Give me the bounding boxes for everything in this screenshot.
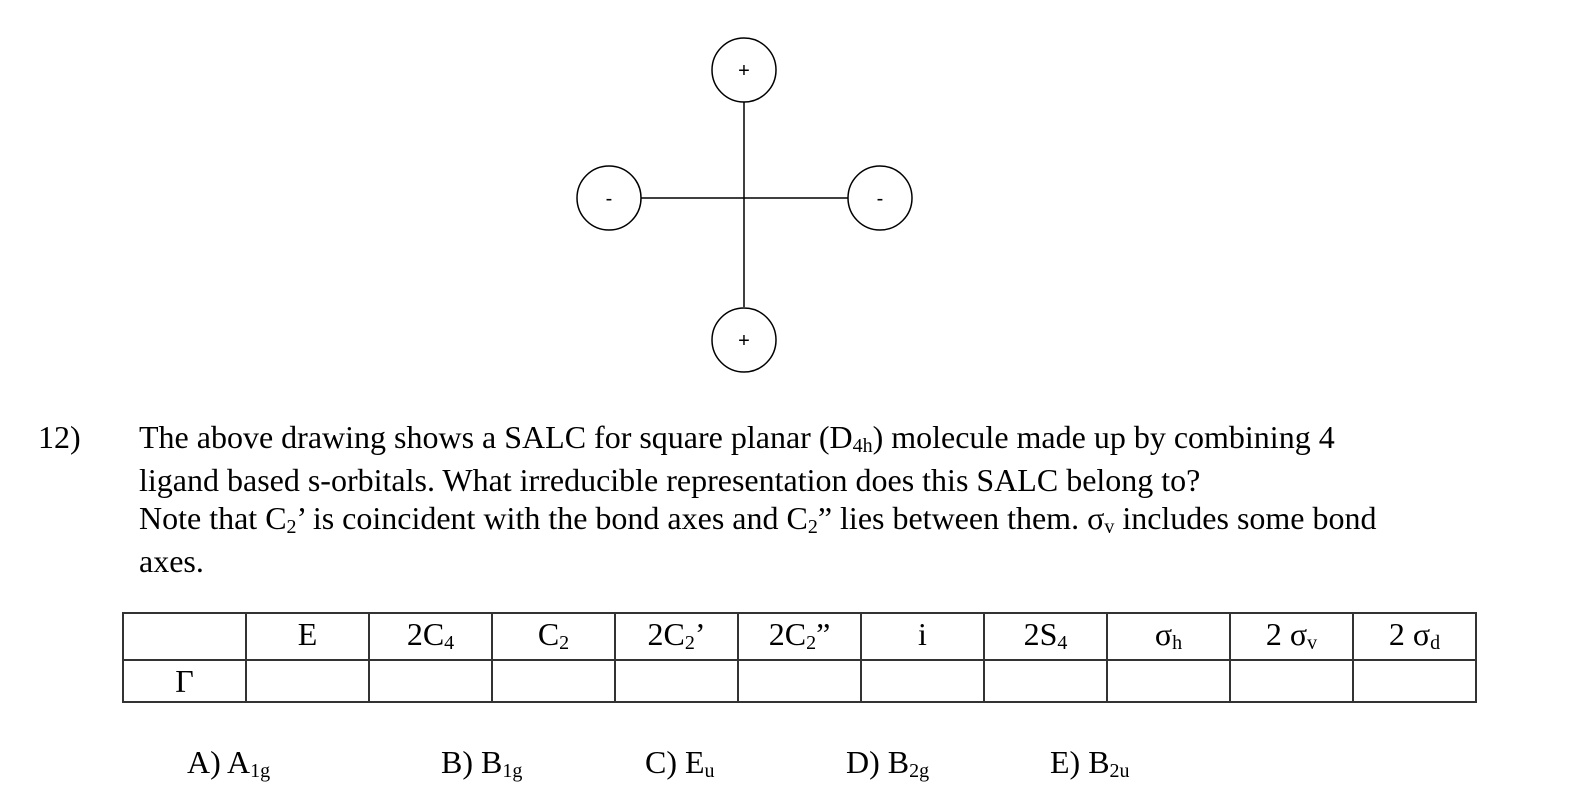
- table-corner-cell: [123, 613, 246, 660]
- question-text: [139, 418, 1469, 580]
- question-note: [139, 499, 1469, 542]
- table-header-cell: 2S4: [984, 613, 1107, 660]
- table-answer-cell[interactable]: [861, 660, 984, 702]
- table-answer-cell[interactable]: [246, 660, 369, 702]
- table-header-cell: 2 σv: [1230, 613, 1353, 660]
- table-answer-cell[interactable]: [492, 660, 615, 702]
- table-answer-cell[interactable]: [984, 660, 1107, 702]
- question-note-line-2: axes.: [139, 543, 204, 579]
- table-gamma-row: [123, 660, 1476, 702]
- note-text-part: Note that C: [139, 500, 287, 536]
- answer-choice-a[interactable]: A) A1g: [187, 744, 271, 782]
- note-text-part: ’ is coincident with the bond axes and C: [296, 500, 808, 536]
- note-subscript: v: [1104, 516, 1115, 538]
- table-header-cell: 2C2’: [615, 613, 738, 660]
- table-answer-cell[interactable]: [1107, 660, 1230, 702]
- table-answer-cell[interactable]: [615, 660, 738, 702]
- table-answer-cell[interactable]: [369, 660, 492, 702]
- bottom-orbital-sign: +: [738, 330, 750, 352]
- left-orbital-sign: -: [605, 188, 613, 210]
- top-orbital-sign: +: [738, 60, 750, 82]
- table-header-cell: 2C4: [369, 613, 492, 660]
- table-answer-cell[interactable]: [1353, 660, 1476, 702]
- table-header-cell: i: [861, 613, 984, 660]
- question-number: 12): [38, 419, 81, 455]
- note-text-part: ” lies between them. σ: [817, 500, 1105, 536]
- table-header-row: [123, 613, 1476, 660]
- point-group-subscript: 4h: [852, 435, 873, 457]
- table-header-cell: σh: [1107, 613, 1230, 660]
- question-line-1: [139, 418, 1469, 461]
- answer-choice-d[interactable]: D) B2g: [846, 744, 930, 782]
- answer-choice-e[interactable]: E) B2u: [1050, 744, 1130, 782]
- character-table: [122, 612, 1477, 703]
- table-answer-cell[interactable]: [738, 660, 861, 702]
- question-line-2: ligand based s-orbitals. What irreducible representation does this SALC belong to?: [139, 462, 1201, 498]
- note-subscript: 2: [286, 516, 297, 538]
- question-text-part: ) molecule made up by combining 4: [872, 419, 1335, 455]
- question-text-part: The above drawing shows a SALC for square planar (D: [139, 419, 853, 455]
- table-header-cell: 2 σd: [1353, 613, 1476, 660]
- table-header-cell: 2C2”: [738, 613, 861, 660]
- table-header-cell: C2: [492, 613, 615, 660]
- gamma-label-cell: Γ: [123, 660, 246, 702]
- answer-choices: [0, 744, 1573, 794]
- answer-choice-c[interactable]: C) Eu: [645, 744, 715, 782]
- note-text-part: includes some bond: [1114, 500, 1377, 536]
- salc-orbital-diagram: [0, 0, 1573, 400]
- table-header-cell: E: [246, 613, 369, 660]
- answer-choice-b[interactable]: B) B1g: [441, 744, 523, 782]
- note-subscript: 2: [807, 516, 818, 538]
- right-orbital-sign: -: [876, 188, 884, 210]
- table-answer-cell[interactable]: [1230, 660, 1353, 702]
